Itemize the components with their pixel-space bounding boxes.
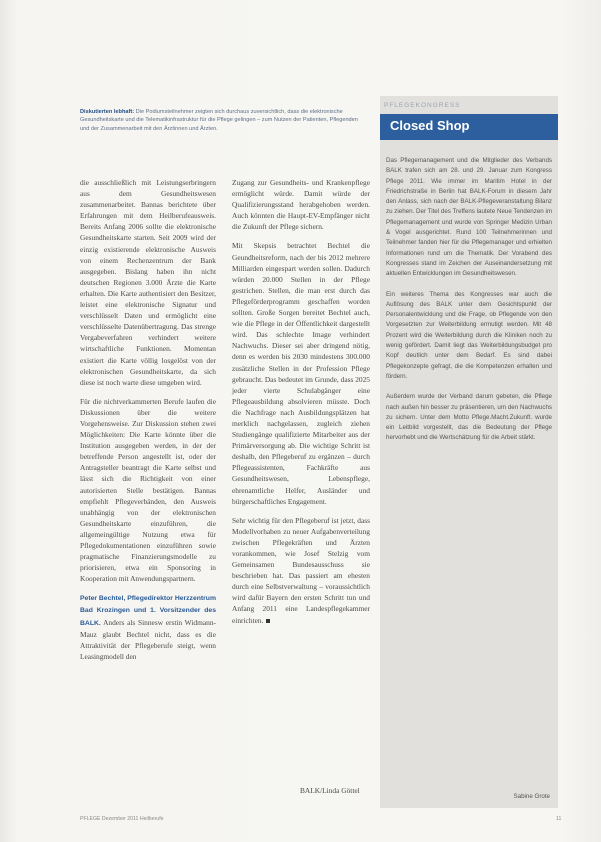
page-number: 11 [556,816,562,822]
sidebar-title: Closed Shop [390,118,470,133]
paragraph: Mit Skepsis betrachtet Bechtel die Geundheitsreform, nach der bis 2012 mehrere Milliarden eingespart werden sollen. Dadurch würden 20.000 Stellen in der Pflege gestrichen. Stellen, die man erst durch das Pflegeförderprogramm geschaffen worden sollten. Große Sorgen bereitet Bechtel auch, wie die Pflege in der Öffentlichkeit dargestellt wird. Das schlechte Image verhindert Nachwuchs. Dieser sei aber dringend nötig, denn es werden bis 2030 mindestens 300.000 zusätzliche Stellen in der Profession Pflege gebraucht. Das bedeutet im Grunde, dass 2025 jeder vierte Schulabgänger eine Pflegeausbildung absolvieren müsste. Doch die Nachfrage nach Ausbildungsplätzen hat merklich nachgelassen, zugleich ziehen Studiengänge qualifizierte Mitarbeiter aus der Primärversorgung ab. Die wichtige Schritt ist deshalb, den Pflegeberuf zu ergänzen – durch Pflegeassistenten, Fachkräfte aus Gesundheitswesen, Lebenspflege, ehrenamtliche Helfer, Ausländer und bürgerschaftliches Engagement. [232,241,370,506]
sidebar-signature: Sabine Grote [513,793,550,800]
paragraph [80,592,216,662]
paragraph: Zugang zur Gesundheits- und Krankenpflege ermöglicht würde. Damit würde der Qualifizierungsstand herabgehoben werden. Auch könnten die Haupt-EV-Empfänger nicht die Zukunft der Pflege sichern. [232,178,370,232]
speaker-heading: Peter Bechtel, Pflegedirektor Herzzentrum Bad Krozingen und 1. Vorsitzender des BALK. [80,595,216,627]
paragraph-text: Sehr wichtig für den Pflegeberuf ist jetzt, dass Modellvorhaben zu neuer Aufgabenverteilung zwischen Pflegekräften und Ärzten vorankommen, wie Josef Stelzig vom Gemeinsamen Bundesausschuss sie beschrieben hat. Das passiert am ehesten durch eine Selbstverwaltung – voraussichtlich wird dafür Bayern den ersten Schritt tun und Anfang 2011 eine Landespflegekammer einrichten. [232,515,370,625]
paragraph: Ein weiteres Thema des Kongresses war auch die Auflösung des BALK unter dem Gesichtspunkt der Personalentwicklung und die Frage, ob Pflegende von den Vorgesetzten zur Weiterbildung ermutigt werden. Mit 48 Prozent wird die Weiterbildung durch die Kliniken noch zu wenig gefördert. Damit liegt das Weiterbildungsbudget pro Kopf deutlich unter dem Bedarf. Es sind dabei Pflegekonzepte gefragt, die die Kompetenzen erhalten und fördern. [386,290,552,380]
paragraph: Das Pflegemanagement und die Mitglieder des Verbands BALK trafen sich am 28. und 29. Januar zum Kongress Pflege 2011. Wie immer im Maritim Hotel in der Friedrichstraße in Berlin hat BALK-Forum in diesem Jahr den Anlass, sich nach der BALK-Pflegeveranstaltung Bilanz zu ziehen. Der Titel des Treffens lautete Neue Tendenzen im Pflegemanagement und wurde von Springer Medizin Urban & Vogel ausgerichtet. Rund 100 Teilnehmerinnen und Teilnehmer fanden hier für die Pflegemanager und erhielten Informationen rund um die Thematik. Der Vorabend des Kongresses stand im Zeichen der Auseinandersetzung mit aktuellen Entwicklungen im Gesundheitswesen. [386,157,552,278]
paragraph: die ausschließlich mit Leistungserbringern aus dem Gesundheitswesen zusammenarbeitet. Bannas berichtete über Erfahrungen mit dem Heilberufeausweis. Bereits Anfang 2006 sollte die elektronische Gesundheitskarte starten. Seit 2009 wird der einzig existierende elektronische Ausweis von einem Rechenzentrum der Bank ausgegeben. Bislang haben ihn nicht deutschen Regionen 3.000 Ärzte die Karte erhalten. Die Karte authentisiert den Besitzer, leistet eine elektronische Signatur und verschlüsselt Daten und ermöglicht eine verschlüsselte Datenübertragung. Das strenge Vergabeverfahren verhindert weitere wirtschaftliche Funktionen. Momentan existiert die Karte völlig losgelöst von der elektronischen Gesundheitskarte, da sich diese ist noch warte diese umgeben wird. [80,178,216,387]
page-footer-left: PFLEGE Dezember 2011 Heilberufe [80,816,164,822]
sidebar-body [386,156,552,454]
end-mark [266,619,270,623]
caption-text: Die Podiumsteilnehmer zeigten sich durchaus zuversichtlich, dass die elektronische Gesundheitskarte und die Telematikinfrastruktur für die Pflege gelingen – zum Nutzen der Patienten, Pflegenden und der Zusammenarbeit mit den Ärztinnen und Ärzten. [80,109,358,132]
article-column-2 [232,177,370,634]
paragraph-text: Anders als Sinnesw erstin Widmann-Mauz glaubt Bechtel nicht, dass es die Attraktivität der Pflegeberufe steigt, wenn Leasingmodell den [80,617,216,661]
sidebar-kicker: PFLEGEKONGRESS [384,102,461,109]
photo-caption [80,108,358,133]
sidebar-box [380,96,558,808]
paragraph: Für die nichtverkammerten Berufe laufen die Diskussionen über die weitere Vorgehensweise. Zur Diskussion stehen zwei Möglichkeiten: Die Karte könnte über die Institution ausgegeben werden, in der der betreffende Person angestellt ist, oder der Antragsteller beantragt die Karte selbst und lässt sich die Richtigkeit von einer autorisierten Stelle bestätigen. Bannas empfiehlt Pflegeverbänden, den Ausweis unabhängig von der elektronischen Gesundheitskarte einzuführen, die allgemeingültige Nutzung etwa für Pflegedokumentationen einzuführen sowie pragmatische Finanzierungsmodelle zu priorisieren, etwa ein Sponsoring in Kooperation mit Anwendungspartnern. [80,396,216,584]
paragraph: Außerdem wurde der Verband darum gebeten, die Pflege nach außen hin besser zu präsentieren, um den Nachwuchs zu sichern. Unter dem Motto Pflege.Macht.Zukunft. wurde ein Leitbild vorgestellt, das die Bedeutung der Pflege hervorhebt und die Wertschätzung für die Arbeit stärkt. [386,393,552,442]
caption-lead: Diskutierten lebhaft: [80,109,135,115]
author-signature: BALK/Linda Göttel [300,786,360,795]
article-column-1 [80,177,216,670]
paragraph [232,515,370,626]
